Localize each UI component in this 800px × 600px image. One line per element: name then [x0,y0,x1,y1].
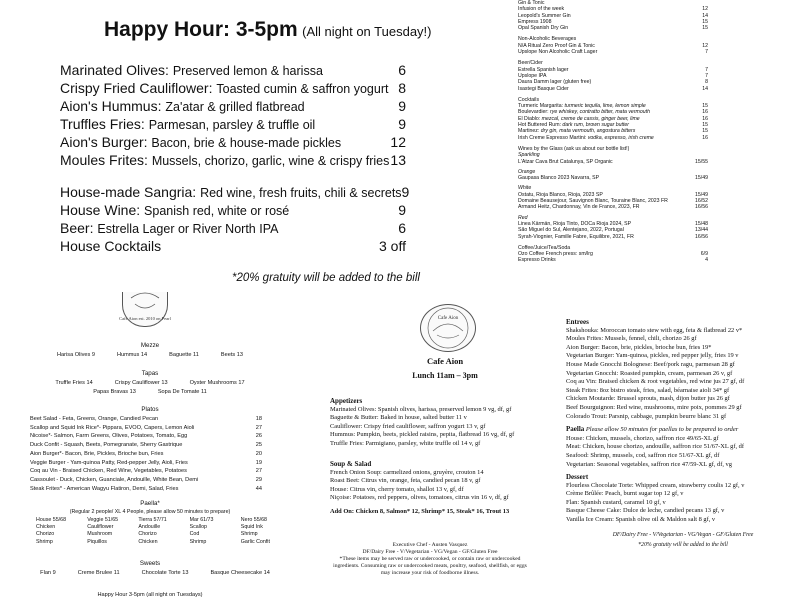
happy-hour-drink [60,238,406,254]
soup-header: Soup & Salad [330,460,372,468]
item-name: Marinated Olives: [60,62,173,78]
paella-ingredient: Scallop [189,524,207,531]
tapas-item: Papas Bravas 13 [93,389,136,395]
paella-ingredient: Shrimp [36,538,53,545]
plato-name: Scallop and Squid Ink Rice*- Pippara, EVOO, Capers, Lemon Aioli [30,424,195,431]
paella-ingredient: Squid Ink [240,524,263,531]
plato-name: Nicoise*- Salmon, Farm Greens, Olives, Potatoes, Tomato, Egg [30,433,188,440]
item-text [60,62,323,78]
sweet-item: Flan 9 [40,570,56,576]
coffee-item-name: Ozo Coffee French press: sm/lrg [518,251,593,258]
mezze-header: Mezze [140,342,160,349]
tapas-row-1 [30,380,270,386]
dessert-header: Dessert [566,473,589,482]
coffee-item-price: 4 [705,257,708,264]
plato-price: 44 [255,485,262,492]
sweets-header: Sweets [139,560,161,567]
sweet-item: Basque Cheesecake 14 [210,570,270,576]
happy-hour-item [60,80,406,96]
item-text [60,238,161,254]
plato-name: Cassoulet - Duck, Chicken, Guanciale, Andouille, White Bean, Demi [30,476,199,483]
wine-item [518,159,708,165]
platos-list [30,415,262,493]
paella-note: (Regular 2 people/ XL 4 People, please allow 50 minutes to prepare) [69,509,231,515]
happy-hour-item [60,152,406,168]
paella-ingredient: Cod [189,531,200,538]
lunch-logo [420,304,476,352]
paella-ingredient: Chicken [36,524,56,531]
wine-item [518,175,708,181]
cocktail-price: 15 [702,122,708,129]
platos-header: Platos [141,406,159,413]
coffee-section [518,245,708,264]
na-item-name: Upslope Non Alcoholic Craft Lager [518,49,598,56]
dessert-item: Flourless Chocolate Torte: Whipped cream, strawberry coulis 12 gf, v [566,481,745,489]
entree-item: Colorado Trout: Parsnip, cabbage, pumpkin beurre blanc 31 gf [566,412,727,420]
wine-item-price: 16/56 [695,233,708,240]
item-price: 13 [390,152,406,168]
tapas-menu [30,296,270,600]
tapas-item: Oyster Mushrooms 17 [189,380,245,386]
wine-item-name: Domaine Beausejour, Sauvignon Blanc, Touraine Blanc, 2023 FR [518,198,668,205]
item-name: House Wine: [60,202,145,218]
entrees-diet-key: DF/Dairy Free - V/Vegetarian - VG/Vegan - GF/Gluten Free [612,531,754,538]
cocktail-header: Cocktails [518,96,540,103]
add-on [330,508,565,517]
cocktail-text [518,135,654,141]
paella-type: Veggie 51/65 [87,517,119,523]
item-name: Moules Frites: [60,152,152,168]
tapas-row-2 [30,389,270,395]
lunch-subtitle: Lunch 11am – 3pm [412,371,478,380]
item-text [60,184,402,200]
cocktail-desc: dry gin, mata vermouth, angostura bitters [540,128,636,135]
plato-name: Aion Burger*- Bacon, Brie, Pickles, Brioche bun, Fries [30,450,164,457]
happy-hour-item [60,116,406,132]
item-price: 9 [398,202,406,218]
wine-item-price: 15/49 [695,191,708,198]
lunch-diet-key: DF/Dairy Free - V/Vegetarian - VG/Vegan - GF/Gluten Free [362,549,498,555]
plato-price: 27 [255,424,262,431]
paella-type: Mar 61/73 [189,517,214,523]
entree-item: Vegetarian Burger: Yam-quinoa, pickles, red pepper jelly, fries 19 v [566,352,739,360]
plato-price: 29 [255,476,262,483]
wine-header: Wines by the Glass (ask us about our bottle list!) [518,145,630,152]
sweets-row [30,570,280,576]
cocktail-section [518,97,708,141]
tapas-item: Truffle Fries 14 [55,380,93,386]
orange-label: Orange [518,168,536,175]
item-text [60,202,289,218]
plato-price: 25 [255,442,262,449]
item-desc: Parmesan, parsley & truffle oil [148,118,316,132]
dessert-item: Crème Brûlée: Peach, burnt sugar top 12 gf, v [566,490,684,498]
paella-ingredient: Shrimp [240,531,258,538]
cocktail-price: 15 [702,128,708,135]
happy-hour-drink [60,184,410,200]
wine-section [518,146,708,240]
dessert-item: Basque Cheese Cake: Dulce de leche, candied pecans 13 gf, v [566,507,725,515]
coffee-item-name: Espresso Drinks [518,257,556,264]
cocktail-name: Hot Buttered Rum: [518,122,563,129]
item-desc: Preserved lemon & harissa [172,64,323,78]
appetizer-item: Baguette & Butter: Baked in house, salted butter 11 v [330,414,467,421]
gin-item-name: Leopold's Summer Gin [518,12,571,19]
plato-item [30,450,262,459]
item-price: 9 [401,184,410,200]
cocktail-name: Turmeric Margarita: [518,103,565,110]
tapas-footer: Happy Hour 3-5pm (all night on Tuesdays) [97,592,203,598]
beer-item-name: Upslope IPA [518,72,547,79]
cocktail-desc: dark rum, brown sugar butter [562,122,630,129]
gin-section [518,0,708,31]
plato-item [30,485,262,494]
na-item-name: N/A Ritual Zero Proof Gin & Tonic [518,42,595,49]
wine-item-name: Linea Kärmän, Rioja Tinto, DOCa Rioja 2024, SP [518,220,632,227]
appetizers-section [330,397,565,448]
entree-item: House Made Gnocchi Bolognese: Beef/pork ragu, parmesan 28 gf [566,360,735,368]
soup-item: House: Citrus vin, cherry tomato, shallot 13 v, gf, df [330,485,464,493]
plato-item [30,476,262,485]
gin-item-price: 15 [702,25,708,32]
gin-item-name: Infusion of the week [518,6,565,13]
entree-item: Coq au Vin: Braised chicken & root vegetables, red wine jus 27 gf, df [566,378,745,386]
appetizer-item: Cauliflower: Crispy fried cauliflower, saffron yogurt 13 v, gf [330,422,486,430]
item-text [60,116,315,132]
plato-price: 26 [255,433,262,440]
gin-item-price: 12 [702,6,708,13]
appetizer-item: Marinated Olives: Spanish olives, harissa, preserved lemon 9 vg, df, gf [330,405,512,413]
sweet-item: Chocolate Torte 13 [141,570,189,576]
happy-hour-menu [0,0,440,290]
paella-ingredient: Cauliflower [87,524,114,531]
mezze-row [30,352,270,358]
plato-price: 19 [255,459,262,466]
cocktail-desc: mezcal, creme de cassis, ginger beer, lime [541,115,640,122]
item-name: Crispy Fried Cauliflower: [60,80,217,96]
beer-item-price: 7 [705,66,708,73]
plato-name: Duck Confit - Squash, Beets, Pomegranate, Sherry Gastrique [30,442,183,449]
na-item-price: 7 [705,49,708,56]
paella-ingredient: Shrimp [189,538,207,545]
cocktail-price: 16 [702,115,708,122]
paella-ingredient: Chicken [138,538,158,545]
entree-item: Vegetarian Gnocchi: Roasted pumpkin, cream, parmesan 26 v, gf [566,369,733,377]
cocktail-item [518,135,708,141]
dessert-section [566,473,800,525]
item-text [60,152,389,168]
beer-section [518,60,708,91]
item-text [60,134,341,150]
plato-item [30,424,262,433]
item-text [60,80,388,96]
na-section [518,36,708,55]
item-desc: Bacon, brie & house-made pickles [151,136,342,150]
na-item-price: 12 [702,42,708,49]
lunch-logo-text: Cafe Aion [437,316,459,321]
happy-hour-item [60,98,406,114]
wine-item [518,234,708,240]
appetizer-item: Hummus: Pumpkin, beets, pickled raisins, pepita, flatbread 16 vg, df, gf [330,431,515,438]
wine-item-name: Ostatu, Rioja Blanco, Rioja, 2023 SP [518,191,603,198]
tapas-item: Crispy Cauliflower 13 [114,380,168,386]
wine-item-price: 16/52 [695,198,708,205]
plato-name: Beet Salad - Feta, Greens, Orange, Candied Pecan [30,416,159,422]
chef-credit: Executive Chef - Austen Vasquez [392,542,468,548]
paella-ingredient: Chorizo [36,531,55,538]
paella-header: Paella* [140,500,160,507]
beer-item-price: 8 [705,79,708,86]
item-name: House Cocktails [60,238,162,254]
item-text [60,220,278,236]
soup-item: Roast Beet: Citrus vin, orange, feta, candied pecan 18 v, gf [330,477,481,484]
cocktail-desc: turmeric tequila, lime, lemon simple [564,103,646,110]
soup-section [330,460,565,503]
wine-item-price: 15/49 [695,175,708,182]
plato-price: 18 [255,416,262,422]
beer-item-name: Estrella Spanish lager [518,66,569,73]
plato-item [30,467,262,476]
paella-ingredient: Piquillos [87,538,107,545]
gin-item-name: Opal Spanish Dry Gin [518,25,569,32]
plato-price: 20 [255,450,262,457]
red-label: Red [518,214,528,221]
tapas-header: Tapas [141,370,159,377]
entrees-header: Entrees [566,318,589,326]
happy-hour-gratuity: *20% gratuity will be added to the bill [232,272,420,284]
appetizer-item: Truffle Fries: Parmigiano, parsley, white truffle oil 14 v, gf [330,439,481,447]
paella-type: House 55/68 [36,517,67,523]
beer-header: Beer/Cider [518,60,543,67]
cocktail-desc: vodka, espresso, irish creme [587,134,654,141]
na-header: Non-Alcoholic Beverages [518,36,577,43]
gin-item-price: 14 [702,12,708,19]
plato-item [30,415,262,424]
wine-item-price: 15/55 [695,158,708,165]
coffee-item-price: 6/9 [700,251,708,258]
happy-hour-drink [60,220,406,236]
happy-hour-title [104,18,432,42]
cocktail-price: 16 [702,109,708,116]
item-name: Truffles Fries: [60,116,149,132]
item-price: 3 off [379,238,406,254]
item-desc: Estrella Lager or River North IPA [97,222,279,236]
logo-icon [421,305,475,351]
coffee-header: Coffee/Juice/Tea/Soda [518,244,571,251]
item-desc: Spanish red, white or rosé [144,204,290,218]
entree-item: Beef Bourguignon: Red wine, mushrooms, mire poix, pommes 29 gf [566,403,742,411]
item-desc: Red wine, fresh fruits, chili & secrets [200,186,402,200]
item-price: 12 [390,134,406,150]
entree-item: Shakshouka: Moroccan tomato stew with egg, feta & flatbread 22 v* [566,326,743,334]
item-desc: Mussels, chorizo, garlic, wine & crispy fries [151,154,390,168]
paella-item: Meat: Chicken, house chorizo, andouille, saffron rice 51/67-XL gf, df [566,443,744,451]
add-on-text: Add On: Chicken 8, Salmon* 12, Shrimp* 15, Steak* 16, Trout 13 [330,508,510,515]
paella-ingredient: Chorizo [138,531,157,538]
cocktail-name: El Diablo: [518,115,542,122]
paella-section [566,425,800,469]
lunch-footer [330,542,530,577]
plato-name: Veggie Burger - Yam-quinoa Patty, Red-pepper Jelly, Aioli, Fries [30,459,188,466]
plato-price: 27 [255,468,262,475]
entrees-menu [566,318,800,600]
entrees-gratuity: *20% gratuity will be added to the bill [638,542,728,549]
cocktail-name: Boulevardier: [518,109,551,116]
paella-type: Nero 55/68 [240,517,268,523]
paella-ingredient: Andouille [138,524,161,531]
na-item [518,49,708,55]
wine-item-name: São Miguel do Sul, Alentejano, 2022, Portugal [518,227,624,234]
paella-ingredient: Garlic Confit [240,538,270,545]
happy-hour-heading: Happy Hour: 3-5pm [104,18,298,41]
mezze-item: Beets 13 [220,352,243,358]
entree-item: Moules Frites: Mussels, fennel, chili, chorizo 26 gf [566,335,697,343]
item-price: 6 [398,220,406,236]
paella-item: House: Chicken, mussels, chorizo, saffron rice 49/65-XL gf [566,434,719,442]
cocktail-name: Martinez: [518,128,541,135]
cocktail-name: Irish Creme Espresso Martini: [518,134,588,141]
paella-section-header: Paella [566,425,585,434]
item-text [60,98,305,114]
paella-item: Seafood: Shrimp, mussels, cod, saffron rice 51/67-XL gf, df [566,451,720,459]
happy-hour-item [60,134,406,150]
entree-item: Chicken Moutarde: Brussel sprouts, mash, dijon butter jus 26 gf [566,395,730,403]
item-name: House-made Sangria: [60,184,201,200]
logo-text: Cafe Aion est. 2010 on Pearl [119,316,171,321]
paella-grid [36,517,292,546]
paella-item: Vegetarian: Seasonal vegetables, saffron rice 47/59-XL gf, df, vg [566,460,732,468]
happy-hour-drink [60,202,406,218]
plato-item [30,441,262,450]
entree-item: Steak Frites: 8oz bistro steak, fries, salad, béarnaise aioli 34* gf [566,386,730,394]
item-name: Beer: [60,220,98,236]
item-desc: Za'atar & grilled flatbread [165,100,305,114]
beer-item-price: 7 [705,72,708,79]
cocktail-price: 15 [702,103,708,110]
dessert-item: Flan: Spanish custard, caramel 10 gf, v [566,498,666,506]
soup-item: French Onion Soup: carmelized onions, gruyère, crouton 14 [330,468,484,476]
raw-warning: *These items may be served raw or undercooked, or contain raw or undercooked ingredients. Consuming raw or undercooked meats, poultry, seafood, shellfish, or eggs may increase your risk of foodborne illness. [333,556,527,576]
beer-item [518,86,708,92]
plato-item [30,432,262,441]
gin-item-name: Empress 1908 [518,18,552,25]
dessert-item: Vanilla Ice Cream: Spanish olive oil & Maldon salt 8 gf, v [566,516,716,524]
lunch-title: Cafe Aion [426,356,464,366]
paella-ingredient: Mushroom [87,531,113,538]
item-price: 9 [398,98,406,114]
wine-item-price: 13/44 [695,227,708,234]
happy-hour-note: (All night on Tuesday!) [302,24,432,39]
cocktail-price: 16 [702,134,708,141]
gin-item [518,25,708,31]
paella-type: Tierra 57/71 [138,517,167,523]
mezze-item: Baguette 11 [169,352,199,358]
item-price: 8 [398,80,406,96]
mezze-item: Hummus 14 [116,352,148,358]
beer-item-price: 14 [702,85,708,92]
mezze-item: Harisa Olives 9 [57,352,95,358]
plato-name: Coq au Vin - Braised Chicken, Red Wine, Vegetables, Potatoes [30,468,187,475]
wine-item-price: 15/48 [695,220,708,227]
gin-header: Gin & Tonic [518,0,545,6]
soup-item: Niçoise: Potatoes, red peppers, olives, tomatoes, citrus vin 16 v, df, gf [330,494,509,501]
sweet-item: Creme Brulee 11 [77,570,120,576]
wine-item-name: Gaupasa Blanco 2023 Navarra, SP [518,175,600,182]
item-desc: Toasted cumin & saffron yogurt [216,82,389,96]
drinks-menu [518,0,708,300]
beer-item-name: Isastegi Basque Cider [518,85,569,92]
appetizers-header: Appetizers [330,397,363,405]
paella-section-note: Please allow 50 minutes for paellas to be prepared to order [585,426,739,434]
wine-item-name: Armand Heitz, Chardonnay, Vin de France, 2023, FR [518,204,640,211]
wine-item-name: Syrah-Viognier, Famille Fabre, Equilibre, 2021, FR [518,233,634,240]
item-price: 9 [398,116,406,132]
cocktail-desc: rye whiskey, contratto bitter, mata vermouth [550,109,650,116]
white-label: White [518,185,532,192]
wine-item-price: 16/56 [695,204,708,211]
happy-hour-item [60,62,406,78]
beer-item-name: Daura Damm lager (gluten free) [518,79,592,86]
item-name: Aion's Burger: [60,134,152,150]
wine-item [518,204,708,210]
sparkling-label: Sparkling [518,152,540,159]
tapas-item: Sopa De Tomate 11 [157,389,207,395]
coffee-item [518,257,708,263]
item-price: 6 [398,62,406,78]
wine-item-name: L'Atzar Cava Brut Catalunya, SP Organic [518,158,613,165]
plato-item [30,459,262,468]
gin-item-price: 15 [702,18,708,25]
item-name: Aion's Hummus: [60,98,166,114]
plato-name: Steak Frites* - American Wagyu Flatiron, Demi, Salad, Fries [30,485,179,492]
lunch-menu [330,298,560,600]
entree-item: Aion Burger: Bacon, brie, pickles, brioche bun, fries 19* [566,343,712,351]
